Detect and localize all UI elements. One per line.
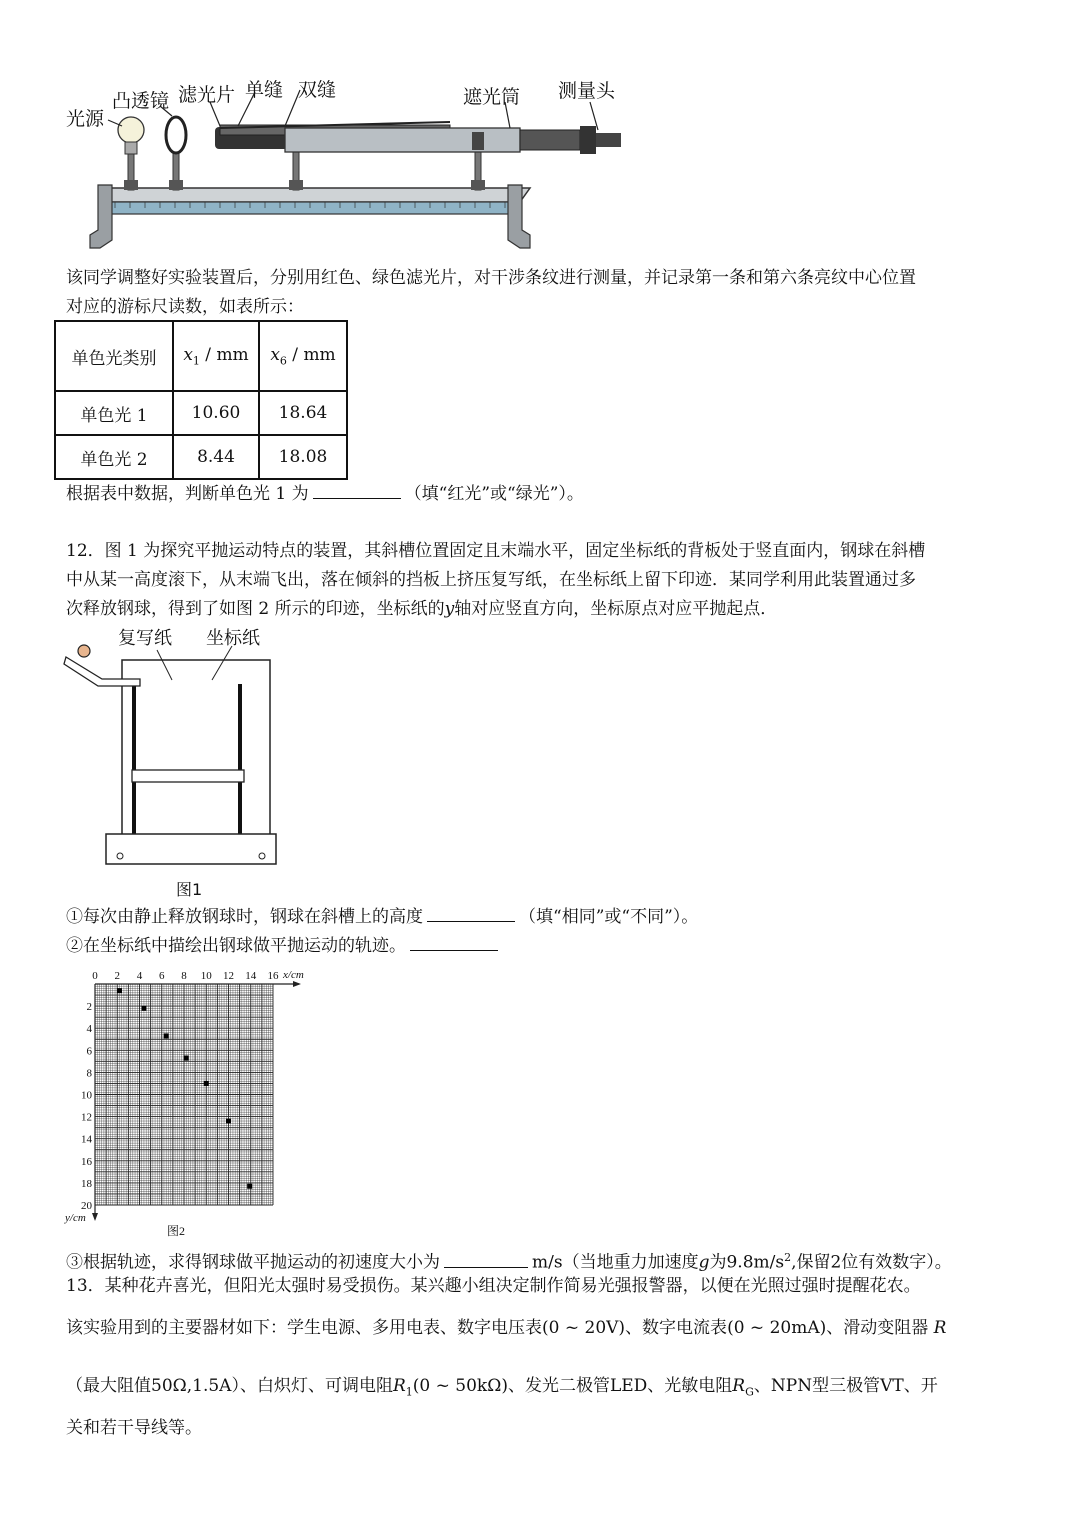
x-tick-label: 8 xyxy=(181,970,187,982)
x-tick-label: 4 xyxy=(136,970,143,982)
y-tick-label: 12 xyxy=(81,1111,92,1124)
figure2-caption: 图2 xyxy=(166,1224,186,1238)
q11-intro-line1: 该同学调整好实验装置后，分别用红色、绿色滤光片，对干涉条纹进行测量，并记录第一条和第六条亮纹中心位置 xyxy=(66,268,916,288)
label-measuring-head: 测量头 xyxy=(558,80,616,102)
x-axis-arrow xyxy=(293,981,301,987)
x-tick-label: 2 xyxy=(114,970,120,982)
y-tick-label: 10 xyxy=(81,1089,92,1102)
q13-line4: 关和若干导线等。 xyxy=(66,1418,202,1438)
q13-line2: 该实验用到的主要器材如下：学生电源、多用电表、数字电压表(0 ~ 20V)、数字电流表(0 ~ 20mA)、滑动变阻器 R xyxy=(66,1318,947,1338)
row-name: 单色光 2 xyxy=(55,435,173,479)
label-single-slit: 单缝 xyxy=(245,79,284,101)
y-tick-label: 18 xyxy=(81,1177,92,1190)
answer-blank-velocity[interactable] xyxy=(444,1249,528,1268)
row-name: 单色光 1 xyxy=(55,391,173,435)
row-x1: 8.44 xyxy=(173,435,259,479)
x-tick-label: 10 xyxy=(200,970,212,982)
answer-blank-trajectory[interactable] xyxy=(410,932,498,951)
data-point xyxy=(226,1119,231,1124)
table-row xyxy=(55,435,347,479)
q12-line2: 中从某一高度滚下，从末端飞出，落在倾斜的挡板上挤压复写纸，在坐标纸上留下印迹．某同学利用此装置通过多 xyxy=(66,570,916,590)
q13-line3: （最大阻值50Ω,1.5A）、白炽灯、可调电阻$R_1(0$ ~ 50kΩ)、发光二极管LED、光敏电阻$R_G$、NPN型三极管VT、开 xyxy=(66,1376,938,1399)
data-point xyxy=(164,1033,169,1038)
q12-sub2: ②在坐标纸中描绘出钢球做平抛运动的轨迹。 xyxy=(66,932,1026,961)
reading-table xyxy=(54,320,348,480)
data-point xyxy=(117,988,122,993)
q12-sub1: ①每次由静止释放钢球时，钢球在斜槽上的高度 （填“相同”或“不同”）。 xyxy=(66,903,1026,932)
apparatus-figure xyxy=(60,70,660,260)
label-carbon-paper: 复写纸 xyxy=(118,628,172,649)
y-tick-label: 14 xyxy=(81,1133,92,1146)
header-x6: $x_6$ / mm xyxy=(259,321,347,391)
x-tick-label: 6 xyxy=(159,970,165,982)
q12-line1: 12．图 1 为探究平抛运动特点的装置，其斜槽位置固定且末端水平，固定坐标纸的背板处于竖直面内，钢球在斜槽 xyxy=(66,541,926,561)
x-tick-label: 14 xyxy=(245,970,257,982)
table-row xyxy=(55,391,347,435)
answer-blank-light[interactable] xyxy=(313,480,401,499)
x-tick-label: 16 xyxy=(267,970,279,982)
row-x6: 18.64 xyxy=(259,391,347,435)
table-header-row xyxy=(55,321,347,391)
label-light-tube: 遮光筒 xyxy=(463,86,521,108)
q13-line1: 13．某种花卉喜光，但阳光太强时易受损伤。某兴趣小组决定制作简易光强报警器，以便在光照过强时提醒花农。 xyxy=(66,1276,921,1296)
row-x1: 10.60 xyxy=(173,391,259,435)
y-tick-label: 16 xyxy=(81,1155,92,1168)
data-point xyxy=(247,1184,252,1189)
x-tick-label: 0 xyxy=(92,970,98,982)
trajectory-chart xyxy=(60,964,330,1239)
header-x1: $x_1$ / mm xyxy=(173,321,259,391)
y-axis-arrow xyxy=(92,1213,98,1221)
answer-blank-height[interactable] xyxy=(427,903,515,922)
y-tick-label: 6 xyxy=(86,1045,92,1058)
y-tick-label: 20 xyxy=(81,1200,92,1212)
projectile-apparatus-drawing xyxy=(62,622,292,872)
header-light-type: 单色光类别 xyxy=(55,321,173,391)
q12-line3: 次释放钢球，得到了如图 2 所示的印迹，坐标纸的y轴对应竖直方向，坐标原点对应平抛起点． xyxy=(66,599,778,619)
q12-sub3: ③根据轨迹，求得钢球做平抛运动的初速度大小为 m/s（当地重力加速度g为$9.8m/s^2$,保留2位有效数字）。 xyxy=(66,1243,1026,1278)
label-double-slit: 双缝 xyxy=(298,79,337,101)
figure1-caption: 图1 xyxy=(176,880,203,899)
label-convex-lens: 凸透镜 xyxy=(112,90,170,112)
data-point xyxy=(141,1006,146,1011)
q11-conclusion: 根据表中数据，判断单色光 1 为 （填“红光”或“绿光”）。 xyxy=(66,480,1026,509)
y-tick-label: 4 xyxy=(86,1023,92,1036)
x-axis-label: x/cm xyxy=(283,969,304,981)
y-tick-label: 8 xyxy=(86,1067,92,1080)
label-light-source: 光源 xyxy=(66,108,105,130)
y-tick-label: 2 xyxy=(86,1001,92,1014)
q11-intro-line2: 对应的游标尺读数，如表所示： xyxy=(66,297,304,317)
label-filter: 滤光片 xyxy=(178,84,236,106)
x-tick-label: 12 xyxy=(223,970,234,982)
label-coordinate-paper: 坐标纸 xyxy=(206,628,260,649)
y-axis-label: y/cm xyxy=(65,1212,86,1224)
data-point xyxy=(204,1081,209,1086)
figure1 xyxy=(62,622,292,902)
data-point xyxy=(184,1056,189,1061)
row-x6: 18.08 xyxy=(259,435,347,479)
figure2 xyxy=(60,964,330,1239)
